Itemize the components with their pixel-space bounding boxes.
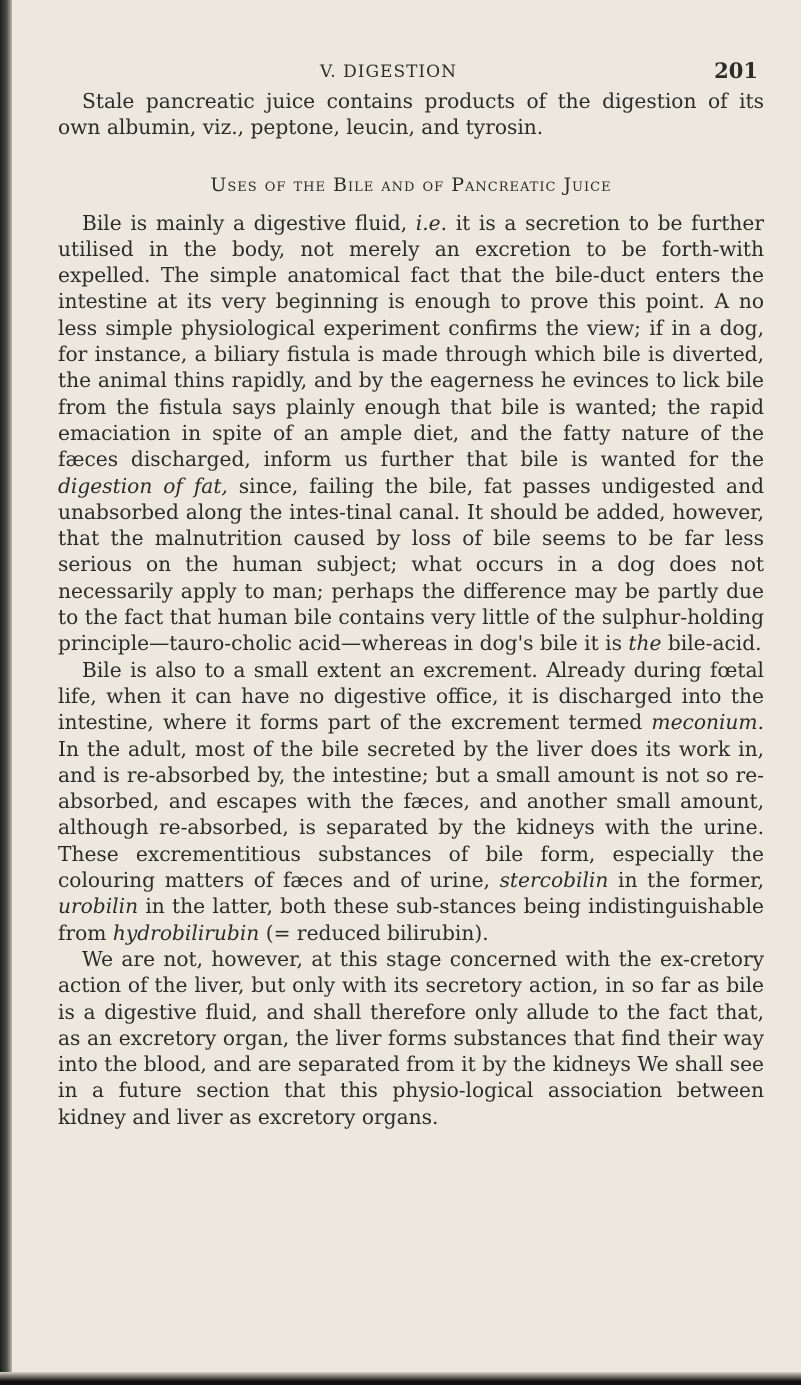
page-number: 201 [714, 58, 758, 83]
text-run: since, failing the bile, fat passes undigested and unabsorbed along the intes-tinal canal. It should be added, however, that the malnutrition caused by loss of bile seems to be far less serious on the human subject; what occurs in a dog does not necessarily apply to man; perhaps the difference may be partly due to the fact that human bile contains very little of the sulphur-holding principle—tauro-cholic acid—whereas in dog's bile it is [58, 473, 764, 656]
italic-term: hydrobilirubin [112, 920, 260, 945]
text-run: in the former, [608, 868, 764, 893]
italic-term: stercobilin [499, 868, 609, 893]
chapter-title: V. DIGESTION [320, 62, 457, 82]
italic-term: i.e. [415, 210, 448, 235]
page-bottom-shadow [0, 1372, 801, 1385]
text-run: bile-acid. [661, 631, 762, 656]
book-page [58, 58, 764, 1130]
text-run: (= reduced bilirubin). [259, 920, 489, 945]
intro-paragraph: Stale pancreatic juice contains products of the digestion of its own albumin, viz., peptone, leucin, and tyrosin. [58, 89, 764, 140]
paragraph-excretory-action: We are not, however, at this stage concerned with the ex-cretory action of the liver, but only with its secretory action, in so far as bile is a digestive fluid, and shall therefore only allude to the fact that, as an excretory organ, the liver forms substances that find their way into the blood, and are separated from it by the kidneys We shall see in a future section that this physio-logical association between kidney and liver as excretory organs. [58, 946, 764, 1129]
text-run: In the adult, most of the bile secreted by the liver does its work in, and is re-absorbed by, the intestine; but a small amount is not so re-absorbed, and escapes with the fæces, and another small amount, although re-absorbed, is separated by the kidneys with the urine. These excrementitious substances of bile form, especially the colouring matters of fæces and of urine, [58, 736, 764, 893]
italic-term: urobilin [58, 894, 139, 919]
text-run: in the latter, both these sub-stances being indistinguishable from [58, 894, 764, 945]
text-run: Bile is also to a small extent an excrement. Already during fœtal life, when it can have no digestive office, it is discharged into the intestine, where it forms part of the excrement termed [58, 657, 764, 735]
italic-term: the [628, 631, 662, 656]
running-header [58, 58, 764, 88]
paragraph-bile-excrement [58, 657, 764, 946]
section-heading: Uses of the Bile and of Pancreatic Juice [210, 173, 612, 196]
book-binding-edge [0, 0, 12, 1385]
paragraph-bile-digestive [58, 210, 764, 657]
text-run: it is a secretion to be further utilised in the body, not merely an excretion to be forth-with expelled. The simple anatomical fact that the bile-duct enters the intestine at its very beginning is enough to prove this point. A no less simple physiological experiment confirms the view; if in a dog, for instance, a biliary fistula is made through which bile is diverted, the animal thins rapidly, and by the eagerness he evinces to lick bile from the fistula says plainly enough that bile is wanted; the rapid emaciation in spite of an ample diet, and the fatty nature of the fæces discharged, inform us further that bile is wanted for the [58, 210, 764, 472]
text-run: Bile is mainly a digestive fluid, [82, 210, 416, 235]
italic-term: meconium. [651, 710, 764, 735]
italic-term: digestion of fat, [58, 473, 228, 498]
